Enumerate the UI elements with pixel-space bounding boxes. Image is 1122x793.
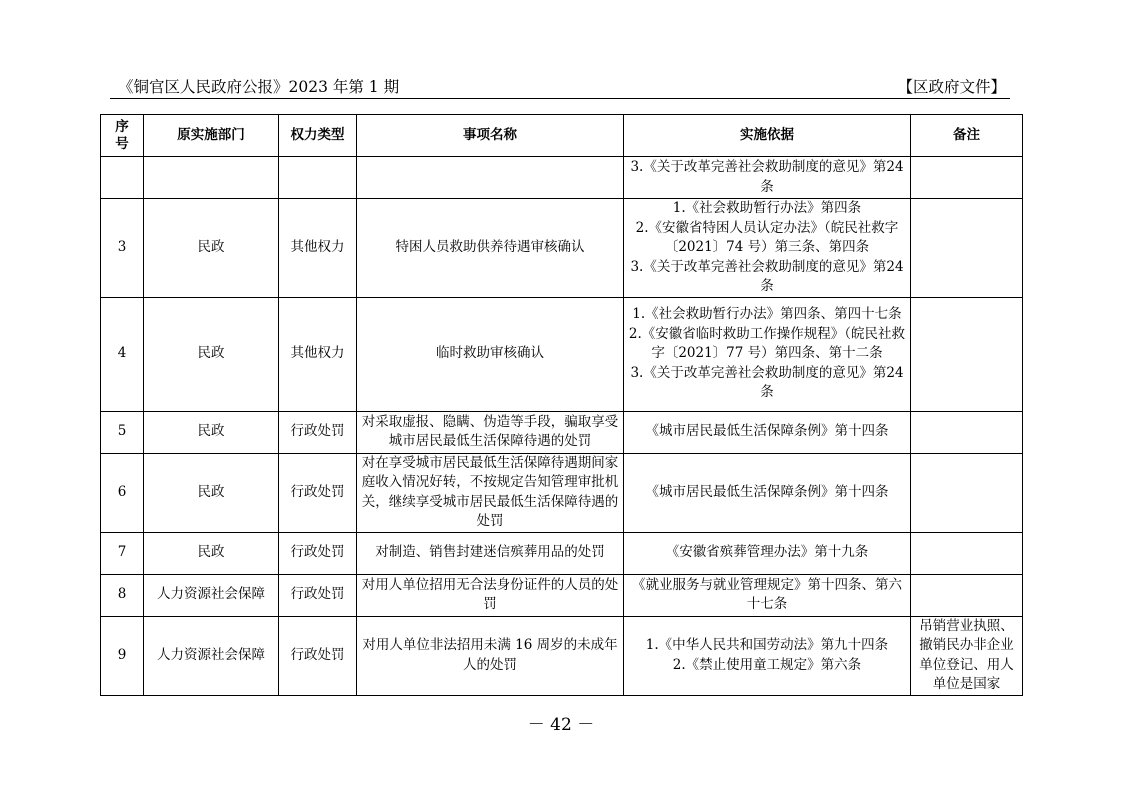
cell-type: 其他权力 bbox=[279, 297, 357, 411]
col-header-note: 备注 bbox=[911, 115, 1023, 157]
cell-type: 行政处罚 bbox=[279, 453, 357, 532]
cell-name: 对用人单位非法招用未满 16 周岁的未成年人的处罚 bbox=[357, 616, 624, 695]
col-header-no-1: 序 bbox=[115, 118, 129, 135]
cell-type: 其他权力 bbox=[279, 199, 357, 298]
cell-type: 行政处罚 bbox=[279, 616, 357, 695]
cell-no: 3 bbox=[101, 199, 144, 298]
cell-type: 行政处罚 bbox=[279, 532, 357, 574]
col-header-type: 权力类型 bbox=[279, 115, 357, 157]
cell-type: 行政处罚 bbox=[279, 411, 357, 453]
cell-type bbox=[279, 157, 357, 199]
col-header-name: 事项名称 bbox=[357, 115, 624, 157]
gazette-title: 《铜官区人民政府公报》2023 年第 1 期 bbox=[118, 78, 400, 96]
cell-type: 行政处罚 bbox=[279, 574, 357, 616]
cell-basis bbox=[624, 616, 911, 695]
basis-item: 2.《安徽省临时救助工作操作规程》（皖民社救字〔2021〕77 号）第四条、第十二条 bbox=[628, 325, 906, 362]
cell-basis bbox=[624, 411, 911, 453]
basis-item: 1.《中华人民共和国劳动法》第九十四条 bbox=[645, 637, 889, 653]
table-header-row bbox=[101, 115, 1023, 157]
table-row bbox=[101, 411, 1023, 453]
page-number: － 42 － bbox=[527, 715, 595, 735]
cell-note bbox=[911, 411, 1023, 453]
basis-item: 2.《禁止使用童工规定》第六条 bbox=[672, 656, 862, 673]
cell-basis bbox=[624, 532, 911, 574]
cell-dept: 民政 bbox=[144, 199, 279, 298]
cell-dept bbox=[144, 157, 279, 199]
cell-dept: 民政 bbox=[144, 297, 279, 411]
cell-no: 5 bbox=[101, 411, 144, 453]
cell-note bbox=[911, 157, 1023, 199]
header-rule bbox=[110, 98, 1010, 99]
col-header-dept: 原实施部门 bbox=[144, 115, 279, 157]
cell-name bbox=[357, 157, 624, 199]
basis-item: 《安徽省殡葬管理办法》第十九条 bbox=[665, 544, 869, 561]
cell-dept: 民政 bbox=[144, 532, 279, 574]
basis-item: 2.《安徽省特困人员认定办法》（皖民社救字〔2021〕74 号）第三条、第四条 bbox=[635, 219, 899, 255]
basis-item: 3.《关于改革完善社会救助制度的意见》第24条 bbox=[630, 258, 904, 294]
cell-note bbox=[911, 199, 1023, 298]
cell-no: 7 bbox=[101, 532, 144, 574]
cell-name: 对制造、销售封建迷信殡葬用品的处罚 bbox=[357, 532, 624, 574]
cell-dept: 人力资源社会保障 bbox=[144, 616, 279, 695]
table-row bbox=[101, 297, 1023, 411]
cell-note bbox=[911, 453, 1023, 532]
cell-dept: 民政 bbox=[144, 411, 279, 453]
cell-basis bbox=[624, 199, 911, 298]
basis-item: 《城市居民最低生活保障条例》第十四条 bbox=[645, 423, 889, 440]
cell-dept: 民政 bbox=[144, 453, 279, 532]
basis-item: 1.《社会救助暂行办法》第四条、第四十七条 bbox=[632, 306, 902, 323]
cell-no: 6 bbox=[101, 453, 144, 532]
basis-item: 1.《社会救助暂行办法》第四条 bbox=[672, 200, 862, 216]
basis-item: 《城市居民最低生活保障条例》第十四条 bbox=[645, 483, 889, 500]
cell-name: 对在享受城市居民最低生活保障待遇期间家庭收入情况好转，不按规定告知管理审批机关，继续享受城市居民最低生活保障待遇的处罚 bbox=[357, 453, 624, 532]
table-row bbox=[101, 532, 1023, 574]
table-row bbox=[101, 199, 1023, 298]
col-header-basis: 实施依据 bbox=[624, 115, 911, 157]
cell-name: 特困人员救助供养待遇审核确认 bbox=[357, 199, 624, 298]
cell-no bbox=[101, 157, 144, 199]
table-row bbox=[101, 574, 1023, 616]
cell-note bbox=[911, 297, 1023, 411]
page-header bbox=[110, 76, 1010, 98]
table-row bbox=[101, 616, 1023, 695]
col-header-no bbox=[101, 115, 144, 157]
cell-dept: 人力资源社会保障 bbox=[144, 574, 279, 616]
basis-item: 《就业服务与就业管理规定》第十四条、第六十七条 bbox=[632, 576, 902, 612]
cell-basis bbox=[624, 157, 911, 199]
cell-note bbox=[911, 574, 1023, 616]
col-header-no-2: 号 bbox=[115, 135, 129, 152]
cell-no: 4 bbox=[101, 297, 144, 411]
table-row bbox=[101, 157, 1023, 199]
basis-item: 3.《关于改革完善社会救助制度的意见》第24条 bbox=[630, 159, 904, 195]
cell-note: 吊销营业执照、撤销民办非企业单位登记、用人单位是国家 bbox=[911, 616, 1023, 695]
cell-no: 8 bbox=[101, 574, 144, 616]
cell-no: 9 bbox=[101, 616, 144, 695]
section-label: 【区政府文件】 bbox=[897, 78, 1006, 96]
power-list-table bbox=[100, 114, 1023, 696]
cell-name: 对采取虚报、隐瞒、伪造等手段，骗取享受城市居民最低生活保障待遇的处罚 bbox=[357, 411, 624, 453]
cell-basis bbox=[624, 453, 911, 532]
basis-item: 3.《关于改革完善社会救助制度的意见》第24条 bbox=[630, 364, 904, 401]
cell-basis bbox=[624, 297, 911, 411]
cell-note bbox=[911, 532, 1023, 574]
cell-name: 临时救助审核确认 bbox=[357, 297, 624, 411]
cell-basis bbox=[624, 574, 911, 616]
cell-name: 对用人单位招用无合法身份证件的人员的处罚 bbox=[357, 574, 624, 616]
table-row bbox=[101, 453, 1023, 532]
